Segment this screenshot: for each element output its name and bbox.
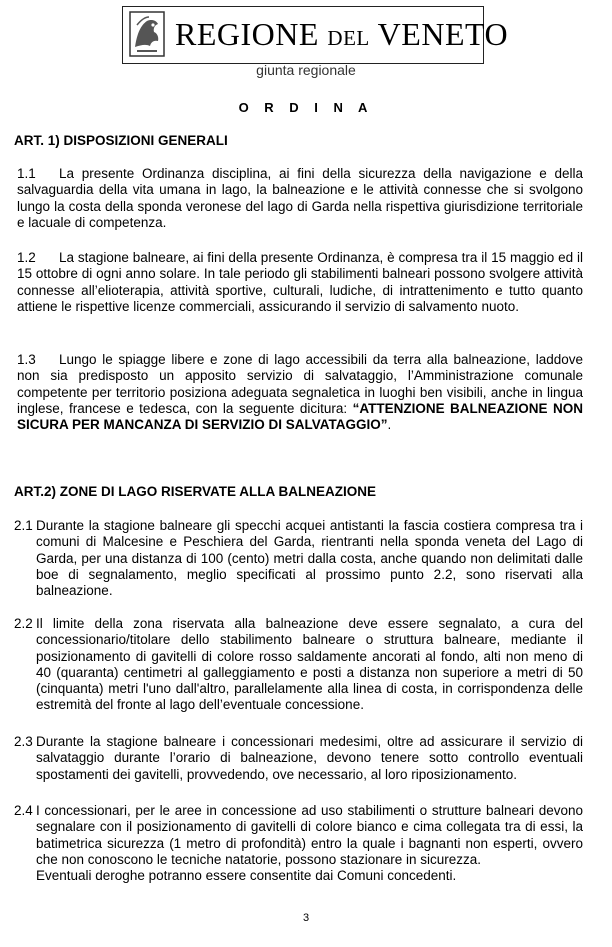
art2-title: ART.2) ZONE DI LAGO RISERVATE ALLA BALNEAZIONE <box>14 484 377 499</box>
art1-paragraph-2 <box>17 250 583 315</box>
regione-veneto-lion-logo <box>129 11 165 57</box>
art1-p1-number: 1.1 <box>17 166 36 181</box>
brand-title: REGIONE DEL VENETO <box>175 16 509 52</box>
art1-paragraph-1 <box>17 166 583 231</box>
art2-paragraph-2 <box>14 616 583 714</box>
art2-p3-number: 2.3 <box>14 734 33 749</box>
art2-paragraph-4 <box>14 803 583 884</box>
art2-p4-text: I concessionari, per le aree in concessione ad uso stabilimenti o strutture balneari devono segnalare con il posizionamento di gavitelli di colore bianco e cima collegata tra di essi, la batimetrica sicurezza (1 metro di profondità) entro la quale i bagnanti non esperti, ovvero che non conoscono le tecniche natatorie, possono stazionare in sicurezza. <box>36 803 583 867</box>
page-number: 3 <box>302 912 310 924</box>
art2-p1-number: 2.1 <box>14 518 33 533</box>
art2-paragraph-3 <box>14 734 583 783</box>
art1-p3-text: Lungo le spiagge libere e zone di lago accessibili da terra alla balneazione, laddove non sia predisposto un apposito servizio di salvataggio, l’Amministrazione comunale competente per territorio posiziona adeguata segnaletica in luoghi ben visibili, anche in lingua inglese, francese e tedesca, con la seguente dicitura: <box>17 352 583 416</box>
art2-p2-text: Il limite della zona riservata alla balneazione deve essere segnalato, a cura del concessionario/titolare dello stabilimento balneare o struttura balneare, mediante il posizionamento di gavitelli di colore rosso saldamente ancorati al fondo, alti non meno di 40 (quaranta) centimetri al galleggiamento e posti a distanza non superiore a metri di 50 (cinquanta) metri l'uno dall'altro, parallelamente alla linea di costa, in corrispondenza delle estremità del fronte al lago dell’eventuale concessione. <box>36 616 583 713</box>
art1-paragraph-3 <box>17 352 583 433</box>
art2-p1-text: Durante la stagione balneare gli specchi acquei antistanti la fascia costiera compresa tra i comuni di Malcesine e Peschiera del Garda, rientranti nella sponda veneta del Lago di Garda, per una distanza di 100 (cento) metri dalla costa, anche quando non delimitati dalle boe di segnalamento, meglio specificati al prossimo punto 2.2, sono riservati alla balneazione. <box>36 518 583 599</box>
art2-p4-number: 2.4 <box>14 803 33 818</box>
art1-p3-warning: “ATTENZIONE BALNEAZIONE NON SICURA PER MANCANZA DI SERVIZIO DI SALVATAGGIO” <box>17 400 583 433</box>
art1-p1-text: La presente Ordinanza disciplina, ai fini della sicurezza della navigazione e della salvaguardia della vita umana in lago, la balneazione e le attività connesse che si svolgono lungo la costa della sponda veronese del lago di Garda nella rispettiva giurisdizione territoriale e lacuale di competenza. <box>17 166 583 230</box>
ordina-heading: O R D I N A <box>238 100 374 115</box>
art1-p2-text: La stagione balneare, ai fini della presente Ordinanza, è compresa tra il 15 maggio ed il 15 ottobre di ogni anno solare. In tale periodo gli stabilimenti balneari possono svolgere attività connesse all’elioterapia, attività sportive, culturali, ludiche, di intrattenimento e tutto quanto attiene le rispettive licenze commerciali, assicurando il servizio di salvamento nuoto. <box>17 250 583 314</box>
art2-p4-exception-note: Eventuali deroghe potranno essere consentite dai Comuni concedenti. <box>36 868 457 884</box>
art2-paragraph-1 <box>14 518 583 599</box>
art1-p2-number: 1.2 <box>17 250 36 265</box>
art2-p2-number: 2.2 <box>14 616 33 631</box>
art1-p3-end: . <box>387 417 392 433</box>
art1-p3-number: 1.3 <box>17 352 36 367</box>
letterhead <box>122 6 509 64</box>
art2-p3-text: Durante la stagione balneare i concessionari medesimi, oltre ad assicurare il servizio di salvataggio durante l’orario di balneazione, devono tenere sotto controllo eventuali spostamenti dei gavitelli, provvedendo, ove necessario, al loro riposizionamento. <box>36 734 583 782</box>
art1-title: ART. 1) DISPOSIZIONI GENERALI <box>14 133 228 148</box>
giunta-subtitle: giunta regionale <box>256 62 356 78</box>
